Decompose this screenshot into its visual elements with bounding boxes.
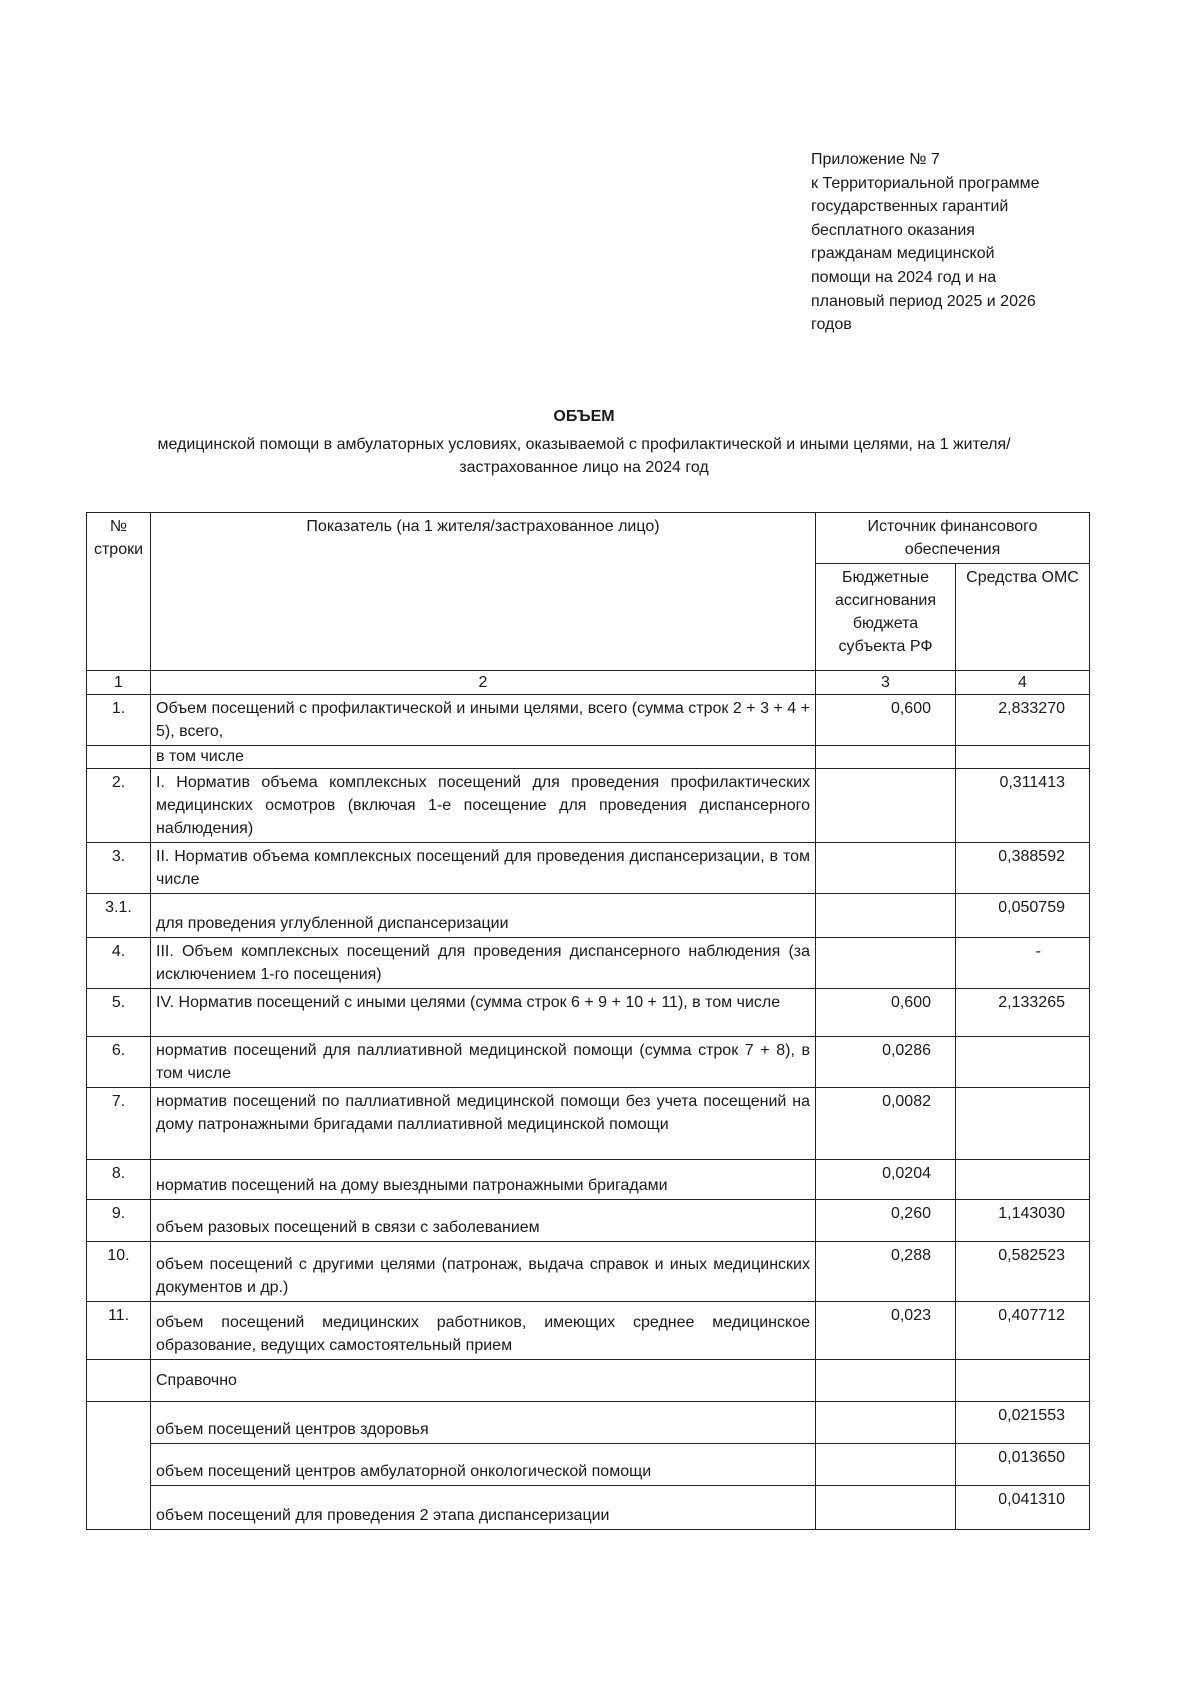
row-number: 3. xyxy=(87,843,151,894)
row-indicator: норматив посещений для паллиативной медицинской помощи (сумма строк 7 + 8), в том числе xyxy=(151,1037,816,1088)
row-oms-value: 2,833270 xyxy=(956,695,1090,746)
header-oms: Средства ОМС xyxy=(956,564,1090,671)
document-subtitle: медицинской помощи в амбулаторных условиях, оказываемой с профилактической и иными целями, на 1 жителя/застрахованное лицо на 2024 год xyxy=(157,436,1011,476)
row-budget-value xyxy=(816,894,956,938)
row-oms-value: 0,407712 xyxy=(956,1302,1090,1360)
row-budget-value xyxy=(816,843,956,894)
row-budget-value xyxy=(816,769,956,843)
row-oms-value: 0,388592 xyxy=(956,843,1090,894)
row-number: 6. xyxy=(87,1037,151,1088)
row-indicator: I. Норматив объема комплексных посещений для проведения профилактических медицинских осмотров (включая 1-е посещение для проведения диспансерного наблюдения) xyxy=(151,769,816,843)
row-indicator: норматив посещений на дому выездными патронажными бригадами xyxy=(151,1160,816,1200)
appendix-line: плановый период 2025 и 2026 xyxy=(811,292,1036,310)
reference-oms-value: 0,013650 xyxy=(956,1444,1090,1486)
table-row xyxy=(87,1302,1090,1360)
row-number xyxy=(87,746,151,769)
reference-row xyxy=(87,1486,1090,1530)
row-indicator: объем посещений медицинских работников, имеющих среднее медицинское образование, ведущих самостоятельный прием xyxy=(151,1302,816,1360)
row-indicator: в том числе xyxy=(151,746,816,769)
table-row xyxy=(87,695,1090,746)
row-budget-value: 0,600 xyxy=(816,695,956,746)
column-number: 2 xyxy=(151,671,816,695)
table-row xyxy=(87,1160,1090,1200)
row-budget-value: 0,260 xyxy=(816,1200,956,1242)
row-number: 7. xyxy=(87,1088,151,1160)
row-oms-value: 1,143030 xyxy=(956,1200,1090,1242)
row-indicator: II. Норматив объема комплексных посещений для проведения диспансеризации, в том числе xyxy=(151,843,816,894)
row-oms-value xyxy=(956,1088,1090,1160)
row-oms-value xyxy=(956,746,1090,769)
reference-budget-value xyxy=(816,1486,956,1530)
row-oms-value: 0,582523 xyxy=(956,1242,1090,1302)
appendix-line: бесплатного оказания xyxy=(811,221,975,239)
row-indicator: для проведения углубленной диспансеризации xyxy=(151,894,816,938)
header-row-number: № строки xyxy=(87,513,151,671)
row-budget-value: 0,023 xyxy=(816,1302,956,1360)
row-number: 2. xyxy=(87,769,151,843)
appendix-line: Приложение № 7 xyxy=(811,151,940,168)
appendix-line: годов xyxy=(811,316,852,334)
row-indicator: Объем посещений с профилактической и иными целями, всего (сумма строк 2 + 3 + 4 + 5), всего, xyxy=(151,695,816,746)
row-number: 4. xyxy=(87,938,151,989)
table-row xyxy=(87,989,1090,1037)
column-number: 4 xyxy=(956,671,1090,695)
row-indicator: III. Объем комплексных посещений для проведения диспансерного наблюдения (за исключением 1-го посещения) xyxy=(151,938,816,989)
header-funding-source: Источник финансового обеспечения xyxy=(816,513,1090,564)
row-oms-value: 0,311413 xyxy=(956,769,1090,843)
table-row xyxy=(87,1242,1090,1302)
reference-oms-value: 0,021553 xyxy=(956,1402,1090,1444)
row-budget-value xyxy=(816,746,956,769)
reference-label: Справочно xyxy=(151,1360,816,1402)
reference-row xyxy=(87,1444,1090,1486)
appendix-line: к Территориальной программе xyxy=(811,174,1040,192)
row-indicator: норматив посещений по паллиативной медицинской помощи без учета посещений на дому патронажными бригадами паллиативной медицинской помощи xyxy=(151,1088,816,1160)
row-budget-value: 0,0286 xyxy=(816,1037,956,1088)
reference-indicator: объем посещений центров амбулаторной онкологической помощи xyxy=(151,1444,816,1486)
table-row xyxy=(87,843,1090,894)
row-oms-value xyxy=(956,1160,1090,1200)
appendix-line: государственных гарантий xyxy=(811,198,1009,216)
row-number: 8. xyxy=(87,1160,151,1200)
row-oms-value xyxy=(956,1037,1090,1088)
row-number: 9. xyxy=(87,1200,151,1242)
appendix-line: помощи на 2024 год и на xyxy=(811,268,997,286)
row-number: 3.1. xyxy=(87,894,151,938)
row-number: 11. xyxy=(87,1302,151,1360)
reference-budget-value xyxy=(816,1402,956,1444)
reference-budget-value xyxy=(816,1444,956,1486)
row-number: 5. xyxy=(87,989,151,1037)
column-number: 3 xyxy=(816,671,956,695)
row-budget-value xyxy=(816,938,956,989)
table-row xyxy=(87,1088,1090,1160)
reference-header-row xyxy=(87,1360,1090,1402)
reference-indicator: объем посещений центров здоровья xyxy=(151,1402,816,1444)
appendix-line: гражданам медицинской xyxy=(811,245,995,263)
volume-table xyxy=(86,512,1090,1530)
row-indicator: объем разовых посещений в связи с заболеванием xyxy=(151,1200,816,1242)
table-row xyxy=(87,769,1090,843)
row-budget-value: 0,288 xyxy=(816,1242,956,1302)
row-budget-value: 0,0082 xyxy=(816,1088,956,1160)
row-number: 1. xyxy=(87,695,151,746)
reference-indicator: объем посещений для проведения 2 этапа диспансеризации xyxy=(151,1486,816,1530)
column-number: 1 xyxy=(87,671,151,695)
reference-row xyxy=(87,1402,1090,1444)
row-oms-value: - xyxy=(956,938,1090,989)
reference-oms-value: 0,041310 xyxy=(956,1486,1090,1530)
header-budget: Бюджетные ассигнования бюджета субъекта РФ xyxy=(816,564,956,671)
table-row xyxy=(87,746,1090,769)
row-budget-value: 0,0204 xyxy=(816,1160,956,1200)
table-row xyxy=(87,1037,1090,1088)
document-title: ОБЪЕМ xyxy=(553,408,615,425)
table-row xyxy=(87,894,1090,938)
table-row xyxy=(87,1200,1090,1242)
table-row xyxy=(87,938,1090,989)
row-indicator: объем посещений с другими целями (патронаж, выдача справок и иных медицинских документов и др.) xyxy=(151,1242,816,1302)
row-oms-value: 0,050759 xyxy=(956,894,1090,938)
header-indicator: Показатель (на 1 жителя/застрахованное лицо) xyxy=(151,513,816,671)
row-indicator: IV. Норматив посещений с иными целями (сумма строк 6 + 9 + 10 + 11), в том числе xyxy=(151,989,816,1037)
row-budget-value: 0,600 xyxy=(816,989,956,1037)
row-number: 10. xyxy=(87,1242,151,1302)
appendix-note xyxy=(811,148,1111,337)
row-oms-value: 2,133265 xyxy=(956,989,1090,1037)
